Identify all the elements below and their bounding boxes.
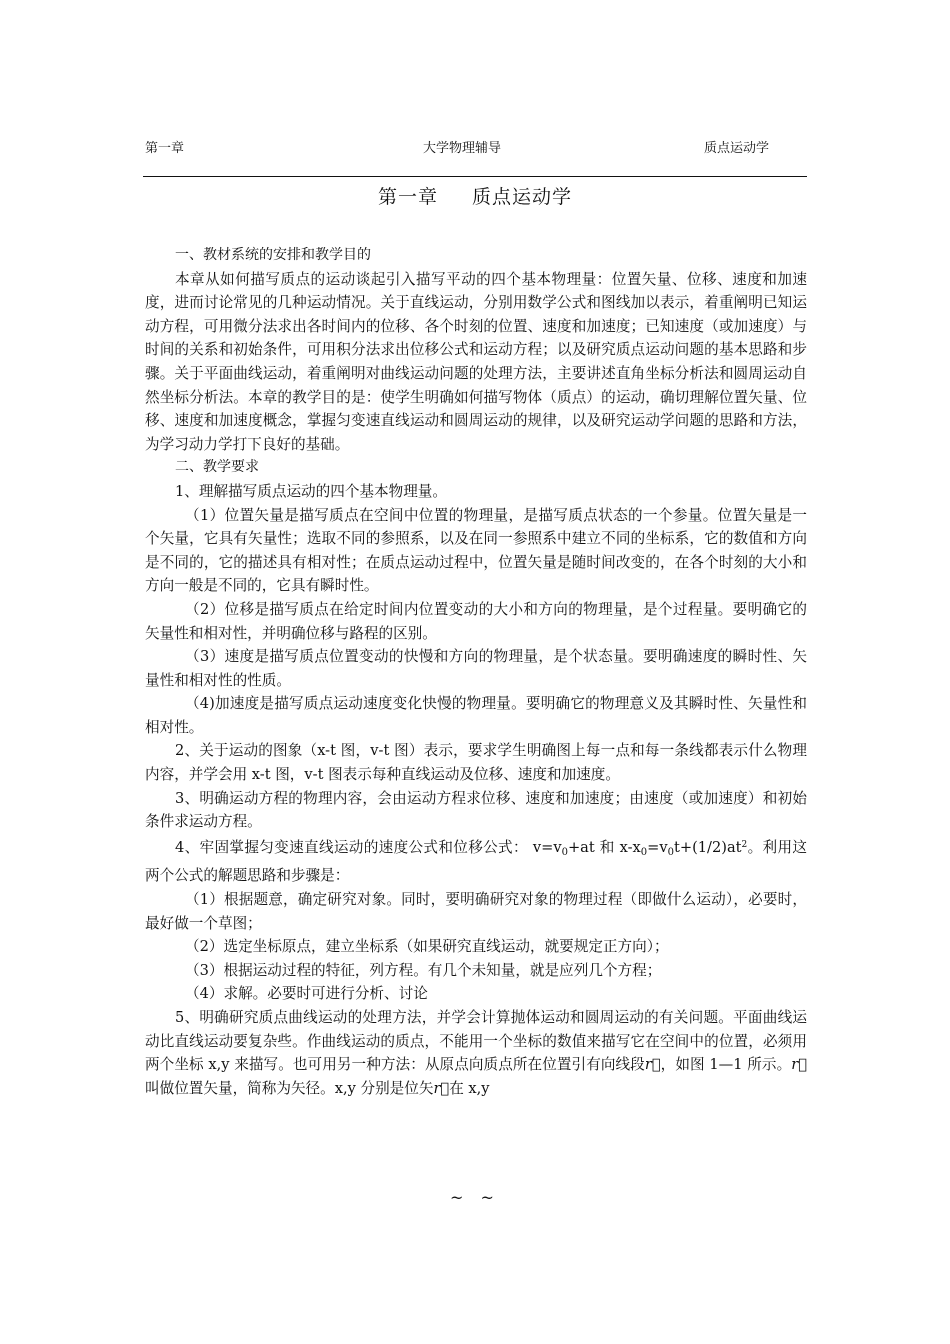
document-body bbox=[145, 244, 807, 1100]
section-heading-2: 二、教学要求 bbox=[175, 459, 259, 476]
page-header bbox=[145, 138, 805, 160]
requirement-1-1: （1）位置矢量是描写质点在空间中位置的物理量，是描写质点状态的一个参量。位置矢量是一个矢量，它具有矢量性；选取不同的参照系，以及在同一参照系中建立不同的坐标系，它的数值和方向是不同的，它的描述具有相对性；在质点运动过程中，位置矢量是随时间改变的，在各个时刻的大小和方向一般是不同的，它具有瞬时性。 bbox=[145, 506, 807, 595]
requirement-4-2: （2）选定坐标原点，建立坐标系（如果研究直线运动，就要规定正方向）； bbox=[185, 938, 669, 956]
paragraph-intro: 本章从如何描写质点的运动谈起引入描写平动的四个基本物理量：位置矢量、位移、速度和加速度，进而讨论常见的几种运动情况。关于直线运动，分别用数学公式和图线加以表示，着重阐明已知运动方程，可用微分法求出各时间内的位移、各个时刻的位置、速度和加速度；已知速度（或加速度）与时间的关系和初始条件，可用积分法求出位移公式和运动方程；以及研究质点运动问题的基本思路和步骤。关于平面曲线运动，着重阐明对曲线运动问题的处理方法，主要讲述直角坐标分析法和圆周运动自然坐标分析法。本章的教学目的是：使学生明确如何描写物体（质点）的运动，确切理解位置矢量、位移、速度和加速度概念，掌握匀变速直线运动和圆周运动的规律，以及研究运动学问题的思路和方法，为学习动力学打下良好的基础。 bbox=[145, 270, 807, 453]
requirement-4-3: （3）根据运动过程的特征，列方程。有几个未知量，就是应列几个方程； bbox=[185, 961, 662, 979]
vector-r-symbol: r⃗ bbox=[433, 1079, 450, 1097]
section-heading-1: 一、教材系统的安排和教学目的 bbox=[175, 247, 371, 263]
requirement-4: 4、牢固掌握匀变速直线运动的速度公式和位移公式： $v=v_0+at$ 和 $x-x_0=v_0t+(1/2)at^2$。利用这两个公式的解题思路和步骤是： bbox=[145, 838, 807, 885]
chapter-name: 质点运动学 bbox=[472, 186, 573, 208]
requirement-2: 2、关于运动的图象（x-t 图，v-t 图）表示，要求学生明确图上每一点和每一条线都表示什么物理内容，并学会用 x-t 图，v-t 图表示每种直线运动及位移、速度和加速度。 bbox=[145, 742, 807, 784]
requirement-1-2: （2）位移是描写质点在给定时间内位置变动的大小和方向的物理量，是个过程量。要明确它的矢量性和相对性，并明确位移与路程的区别。 bbox=[145, 600, 807, 642]
requirement-4-1: （1）根据题意，确定研究对象。同时，要明确研究对象的物理过程（即做什么运动），必要时，最好做一个草图； bbox=[145, 891, 807, 932]
page-footer: ~ ~ bbox=[450, 1188, 500, 1207]
header-book-title: 大学物理辅导 bbox=[423, 141, 502, 156]
header-section: 质点运动学 bbox=[703, 141, 769, 156]
header-rule bbox=[143, 176, 807, 177]
vector-r-symbol: r⃗ bbox=[644, 1056, 661, 1074]
requirement-1-3: （3）速度是描写质点位置变动的快慢和方向的物理量，是个状态量。要明确速度的瞬时性、矢量性和相对性的性质。 bbox=[145, 648, 807, 689]
requirement-4-4: （4）求解。必要时可进行分析、讨论 bbox=[185, 985, 428, 1003]
requirement-1-4: （4)加速度是描写质点运动速度变化快慢的物理量。要明确它的物理意义及其瞬时性、矢量性和相对性。 bbox=[145, 695, 807, 736]
requirement-5: 5、明确研究质点曲线运动的处理方法，并学会计算抛体运动和圆周运动的有关问题。平面曲线运动比直线运动要复杂些。作曲线运动的质点，不能用一个坐标的数值来描写它在空间中的位置，必须用两个坐标 x,y 来描写。也可用另一种方法：从原点向质点所在位置引有向线段r⃗，如图 1—1 所示。r⃗叫做位置矢量，简称为矢径。x,y 分别是位矢r⃗在 x,y bbox=[145, 1009, 807, 1097]
chapter-title bbox=[0, 181, 950, 213]
requirement-1: 1、理解描写质点运动的四个基本物理量。 bbox=[175, 482, 447, 500]
vector-r-symbol: r⃗ bbox=[791, 1056, 807, 1074]
chapter-number: 第一章 bbox=[377, 186, 438, 208]
requirement-3: 3、明确运动方程的物理内容，会由运动方程求位移、速度和加速度；由速度（或加速度）和初始条件求运动方程。 bbox=[145, 789, 807, 831]
header-chapter: 第一章 bbox=[145, 141, 185, 156]
